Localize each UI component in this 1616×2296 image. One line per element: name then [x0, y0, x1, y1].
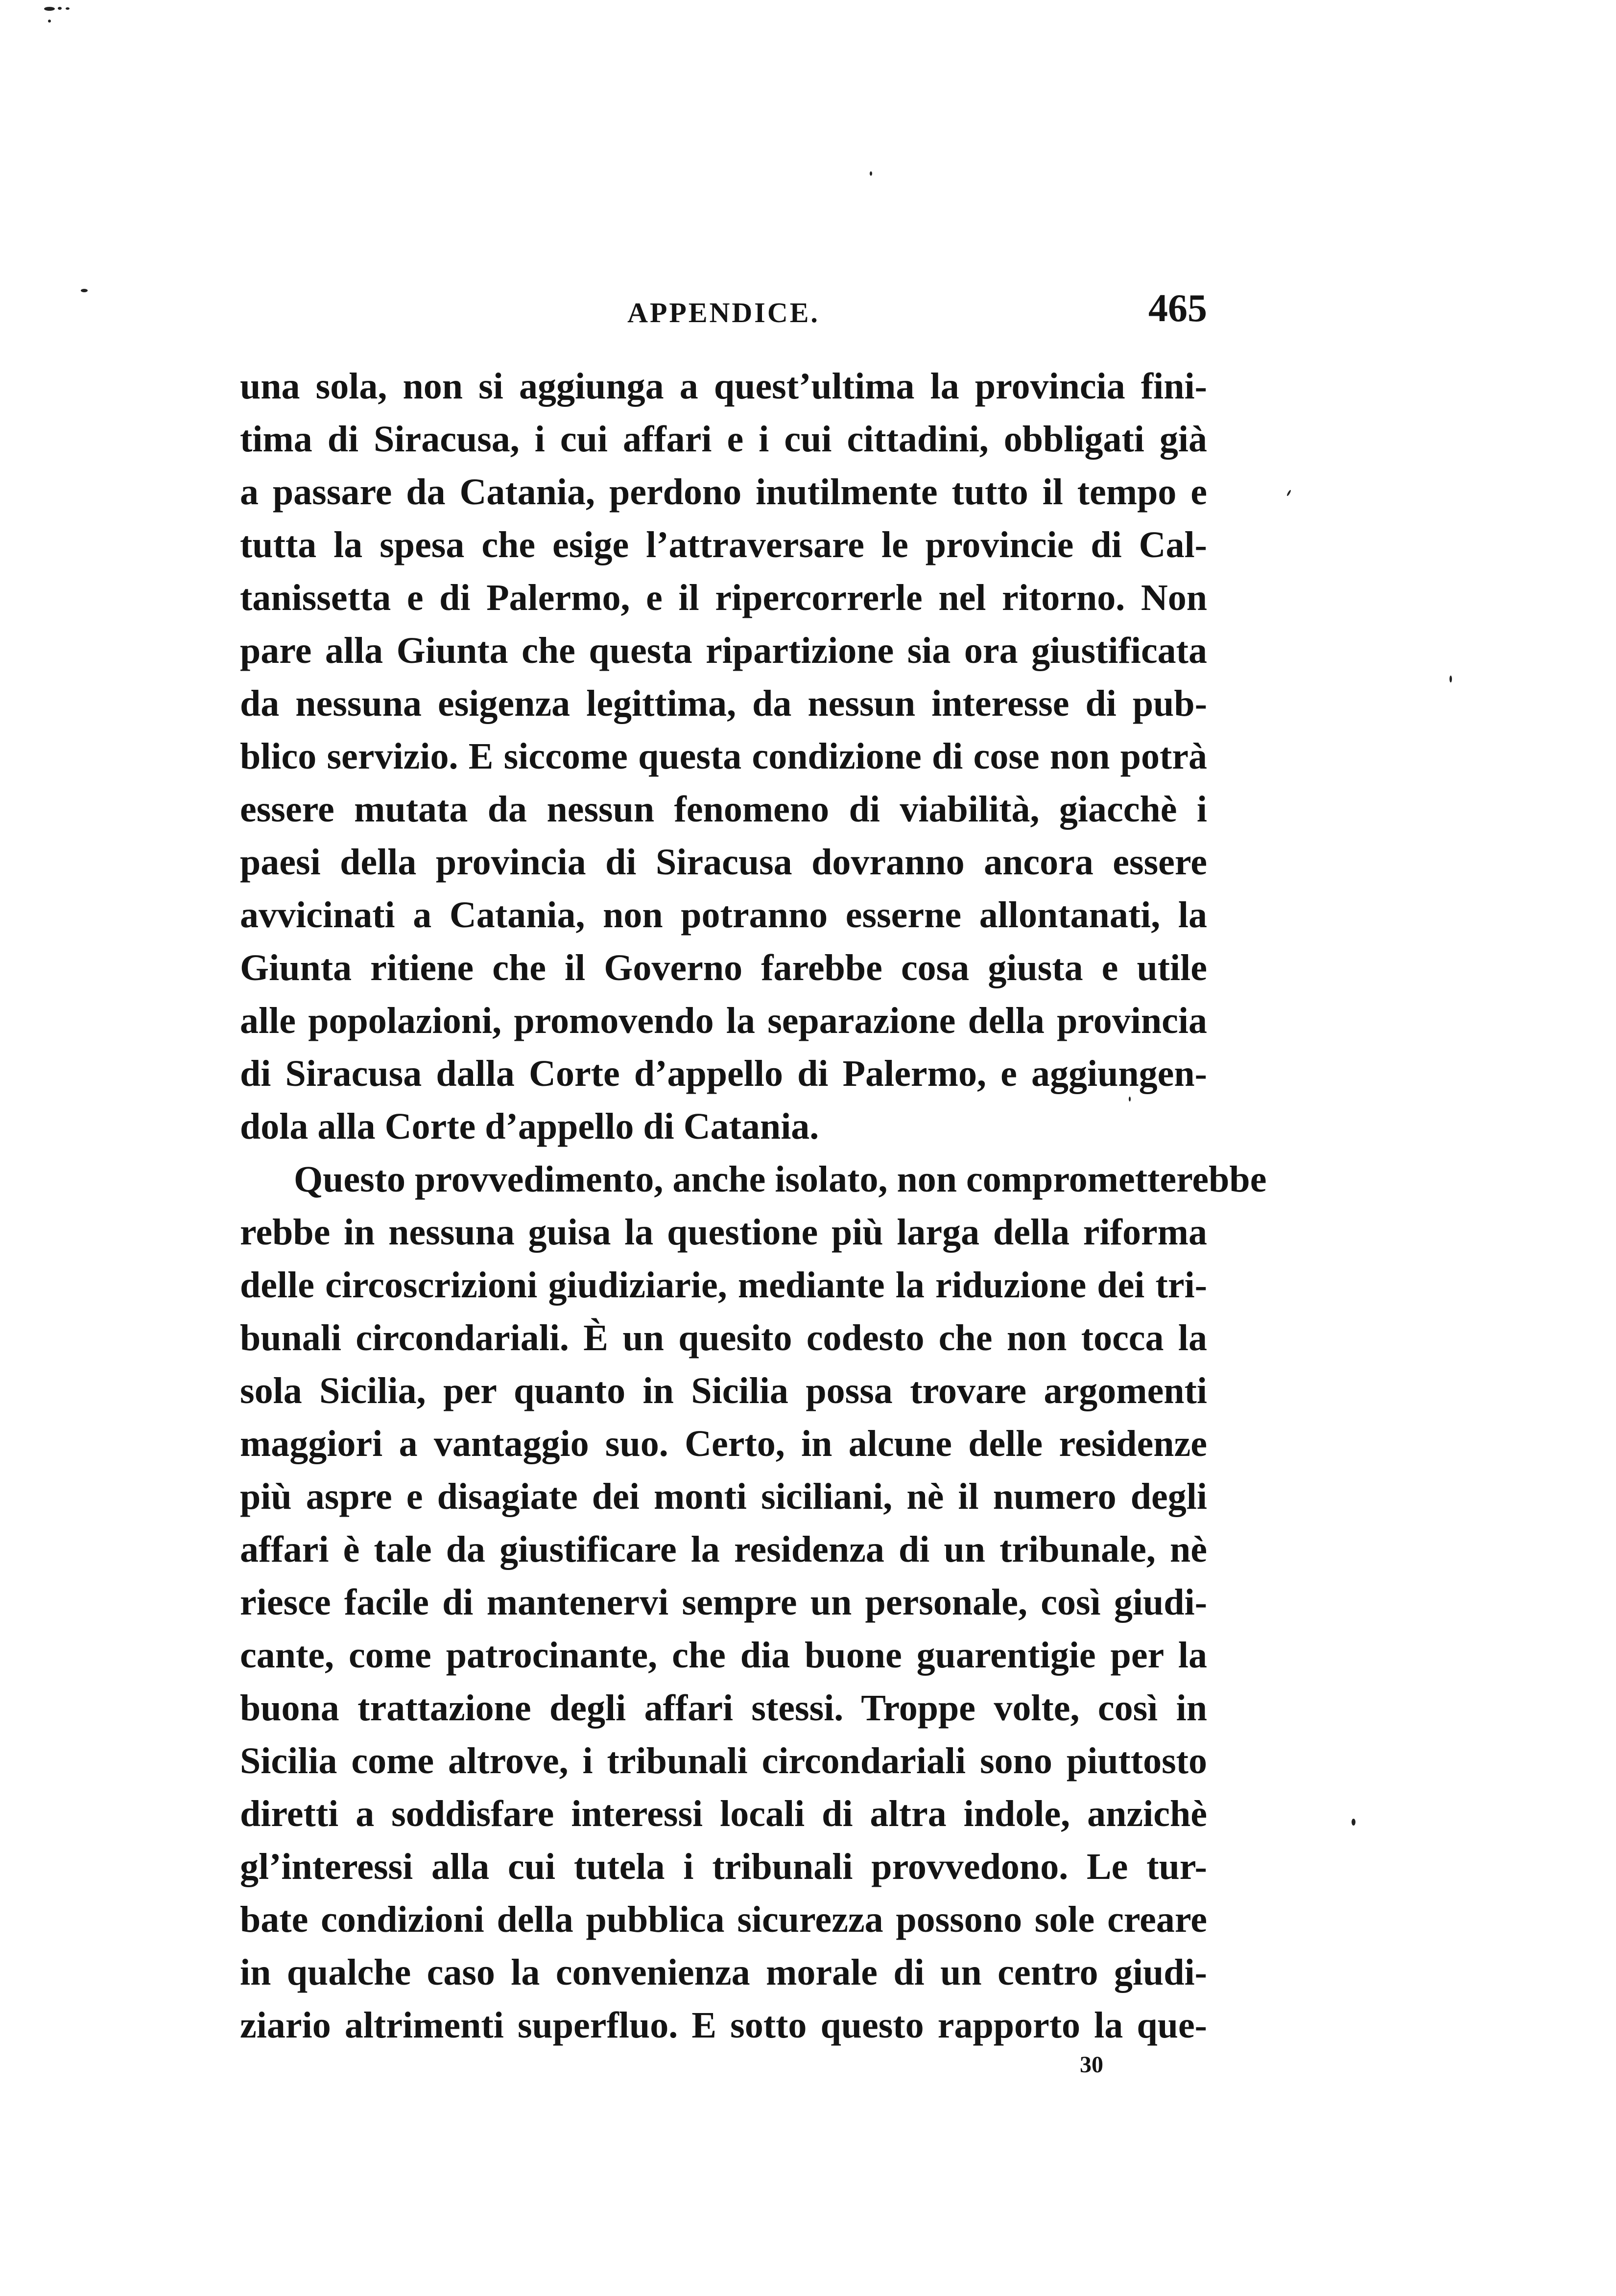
scan-speck	[81, 289, 88, 292]
scan-speck	[1352, 1819, 1355, 1826]
text-line: blico servizio. E siccome questa condizione di cose non potrà	[240, 736, 1207, 777]
signature-mark: 30	[1080, 2052, 1103, 2078]
page-number: 465	[1148, 287, 1207, 330]
text-line: in qualche caso la convenienza morale di un centro giudi-	[240, 1952, 1207, 1993]
text-line: bate condizioni della pubblica sicurezza possono sole creare	[240, 1899, 1207, 1940]
text-line: avvicinati a Catania, non potranno esserne allontanati, la	[240, 894, 1207, 936]
text-line: pare alla Giunta che questa ripartizione sia ora giustificata	[240, 630, 1207, 671]
text-line: tima di Siracusa, i cui affari e i cui cittadini, obbligati già	[240, 419, 1207, 460]
paragraph-start-line: Questo provvedimento, anche isolato, non comprometterebbe	[294, 1159, 1267, 1200]
text-line: diretti a soddisfare interessi locali di altra indole, anzichè	[240, 1793, 1207, 1834]
paragraph-end-line: dola alla Corte d’appello di Catania.	[240, 1106, 819, 1147]
text-line: essere mutata da nessun fenomeno di viabilità, giacchè i	[240, 789, 1207, 830]
text-line: Giunta ritiene che il Governo farebbe cosa giusta e utile	[240, 947, 1207, 988]
text-line: paesi della provincia di Siracusa dovranno ancora essere	[240, 842, 1207, 883]
text-line: cante, come patrocinante, che dia buone guarentigie per la	[240, 1635, 1207, 1676]
text-line: buona trattazione degli affari stessi. Troppe volte, così in	[240, 1687, 1207, 1729]
text-line: più aspre e disagiate dei monti siciliani, nè il numero degli	[240, 1476, 1207, 1517]
scan-specks	[44, 0, 142, 29]
text-line: rebbe in nessuna guisa la questione più larga della riforma	[240, 1212, 1207, 1253]
text-line: maggiori a vantaggio suo. Certo, in alcune delle residenze	[240, 1423, 1207, 1464]
text-line: da nessuna esigenza legittima, da nessun interesse di pub-	[240, 683, 1207, 724]
body-text	[240, 360, 1267, 2052]
scan-speck	[1286, 490, 1291, 496]
text-line: tanissetta e di Palermo, e il ripercorrerle nel ritorno. Non	[240, 577, 1207, 618]
text-line: una sola, non si aggiunga a quest’ultima la provincia fini-	[240, 366, 1207, 407]
running-title: APPENDICE.	[627, 297, 820, 328]
text-line: delle circoscrizioni giudiziarie, mediante la riduzione dei tri-	[240, 1265, 1207, 1306]
text-line: gl’interessi alla cui tutela i tribunali provvedono. Le tur-	[240, 1846, 1207, 1887]
text-line: riesce facile di mantenervi sempre un personale, così giudi-	[240, 1582, 1207, 1623]
text-line: alle popolazioni, promovendo la separazione della provincia	[240, 1000, 1207, 1041]
text-line: a passare da Catania, perdono inutilmente tutto il tempo e	[240, 471, 1207, 513]
scan-speck	[870, 171, 872, 176]
scan-speck	[1450, 676, 1452, 682]
text-line: ziario altrimenti superfluo. E sotto questo rapporto la que-	[240, 2005, 1207, 2046]
text-line: sola Sicilia, per quanto in Sicilia possa trovare argomenti	[240, 1370, 1207, 1411]
text-line: Sicilia come altrove, i tribunali circondariali sono piuttosto	[240, 1740, 1207, 1781]
text-line: di Siracusa dalla Corte d’appello di Palermo, e aggiungen-	[240, 1053, 1207, 1094]
text-line: affari è tale da giustificare la residenza di un tribunale, nè	[240, 1529, 1207, 1570]
running-header	[240, 281, 1207, 340]
text-line: bunali circondariali. È un quesito codesto che non tocca la	[240, 1317, 1207, 1359]
text-line: tutta la spesa che esige l’attraversare le provincie di Cal-	[240, 524, 1207, 565]
